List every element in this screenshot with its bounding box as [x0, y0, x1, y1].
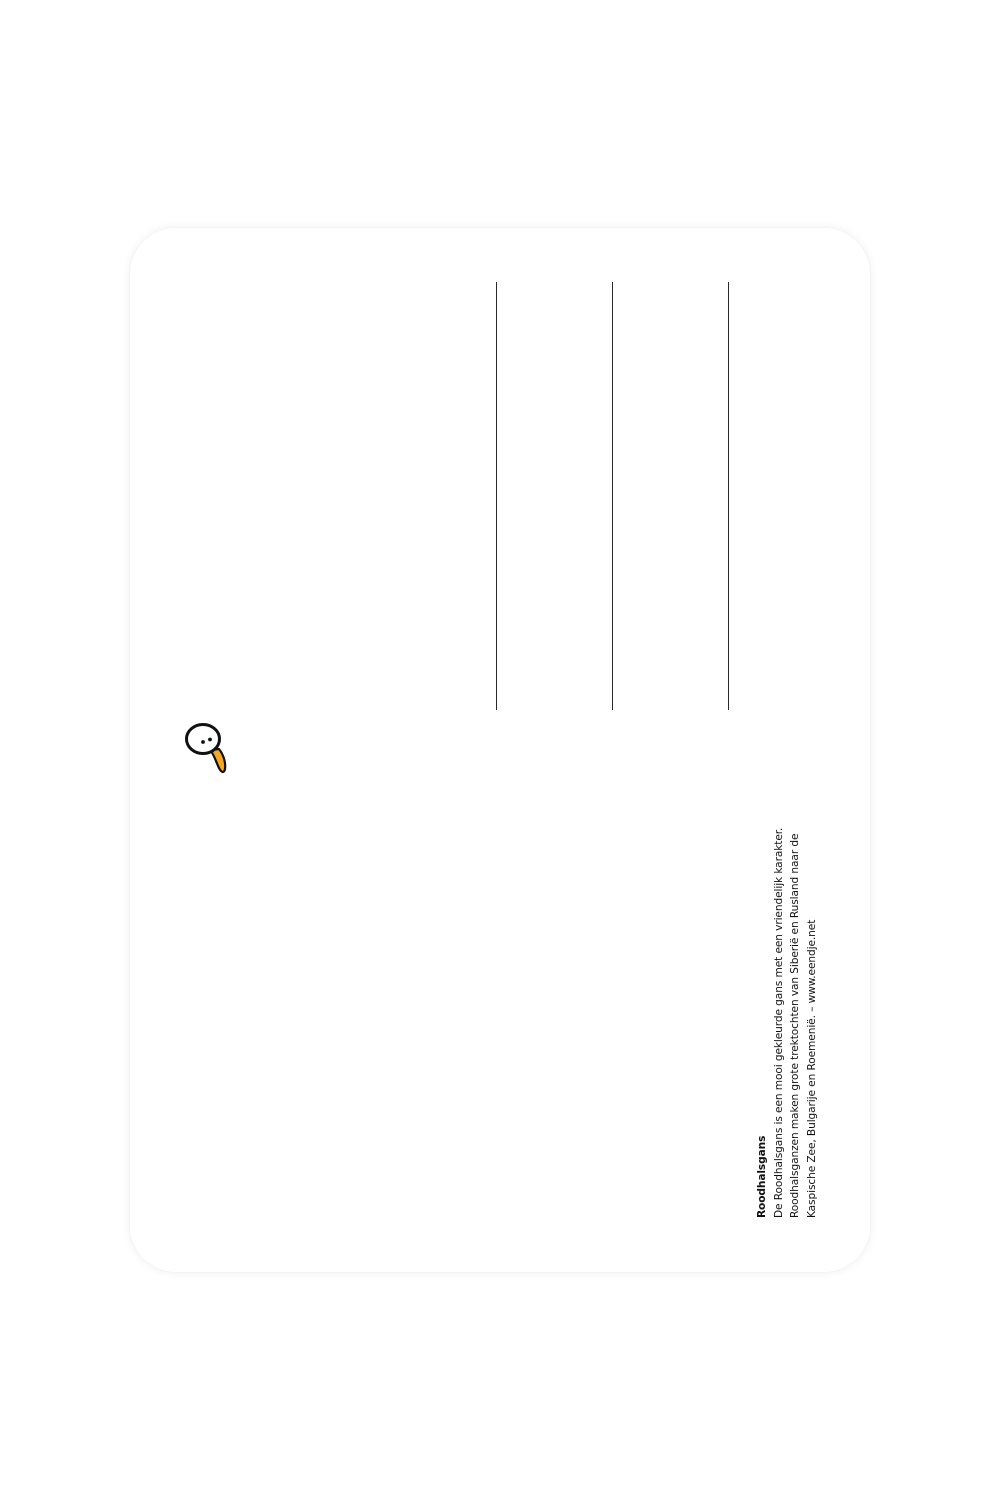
- address-line-3: [728, 282, 729, 710]
- postcard-back: [130, 228, 870, 1272]
- caption-line-3: Kaspische Zee, Bulgarije en Roemenië. – www.eendje.net: [805, 919, 818, 1218]
- caption: [754, 818, 820, 1218]
- address-line-2: [612, 282, 613, 710]
- address-line-1: [496, 282, 497, 710]
- caption-line-1: De Roodhalsgans is een mooi gekleurde gans met een vriendelijk karakter.: [772, 827, 785, 1218]
- caption-line-2: Roodhalsganzen maken grote trektochten van Siberië en Rusland naar de: [789, 833, 802, 1218]
- duck-head-icon: [183, 722, 229, 780]
- caption-title: Roodhalsgans: [756, 1135, 768, 1218]
